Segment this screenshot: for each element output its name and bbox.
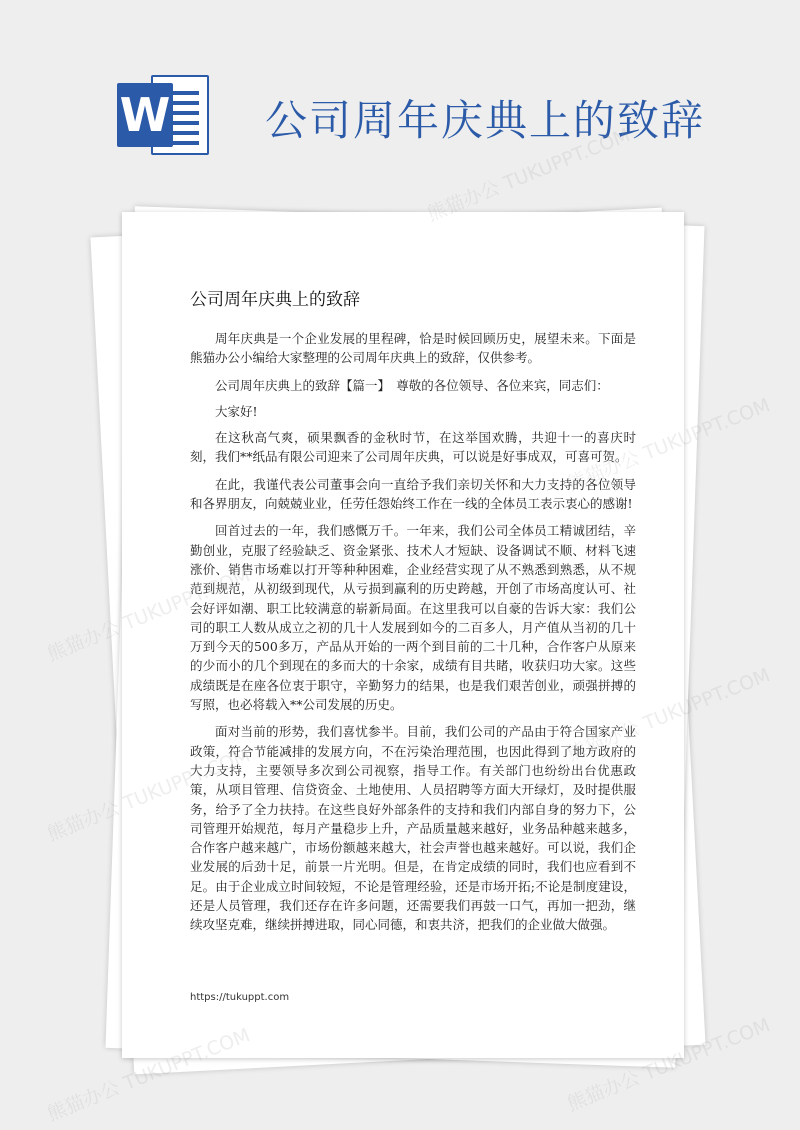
- page-title: 公司周年庆典上的致辞: [265, 96, 706, 145]
- paragraph-thanks: 在此，我谨代表公司董事会向一直给予我们亲切关怀和大力支持的各位领导和各界朋友，向兢兢业业，任劳任怨始终工作在一线的全体员工表示衷心的感谢!: [190, 476, 636, 512]
- watermark: 熊猫办公 TUKUPPT.COM: [424, 124, 634, 226]
- paragraph-salutation: 公司周年庆典上的致辞【篇一】 尊敬的各位领导、各位来宾，同志们：: [215, 377, 609, 393]
- watermark: TUKUPPT.COM: [640, 394, 774, 465]
- paragraph-intro: 周年庆典是一个企业发展的里程碑，恰是时候回顾历史，展望未来。下面是熊猫办公小编给大家整理的公司周年庆典上的致辞，仅供参考。: [190, 331, 636, 366]
- paragraph-review: 回首过去的一年，我们感慨万千。一年来，我们公司全体员工精诚团结，辛勤创业，克服了经验缺乏、资金紧张、技术人才短缺、设备调试不顺、材料飞速涨价、销售市场难以打开等种种困难，企业经营实现了从不熟悉到熟悉，从不规范到规范，从初级到现代，从亏损到赢利的历史跨越，开创了市场高度认可、社会好评如潮、职工比较满意的崭新局面。在这里我可以自豪的告诉大家：我们公司的职工人数从成立之初的几十人发展到如今的二百多人，月产值从当初的几十万到今天的500多万，产品从开始的一两个到目前的二十几种，合作客户从原来的少而小的几个到现在的多而大的十余家，成绩有目共睹，收获归功大家。这些成绩既是在座各位衷于职守，辛勤努力的结果，也是我们艰苦创业，顽强拼搏的写照，也必将载入**公司发展的历史。: [190, 523, 636, 713]
- watermark: 熊猫办公 TUKUPPT.COM: [44, 1024, 254, 1126]
- paragraph-outlook: 面对当前的形势，我们喜忧参半。目前，我们公司的产品由于符合国家产业政策，符合节能减排的发展方向，不在污染治理范围，也因此得到了地方政府的大力支持，主要领导多次到公司视察，指导工作。有关部门也纷纷出台优惠政策，从项目管理、信贷资金、土地使用、人员招聘等方面大开绿灯，及时提供服务，给予了全力扶持。在这些良好外部条件的支持和我们内部自身的努力下，公司管理开始规范，每月产量稳步上升，产品质量越来越好，业务品种越来越多，合作客户越来越广，市场份额越来越大，社会声誉也越来越好。可以说，我们企业发展的后劲十足，前景一片光明。但是，在肯定成绩的同时，我们也应看到不足。由于企业成立时间较短，不论是管理经验，还是市场开拓;不论是制度建设，还是人员管理，我们还存在许多问题，还需要我们再鼓一口气，再加一把劲，继续攻坚克难，继续拼搏进取，同心同德，和衷共济，把我们的企业做大做强。: [190, 724, 636, 933]
- word-letter-badge: W: [117, 83, 173, 147]
- paragraph-greeting: 大家好!: [215, 403, 258, 419]
- watermark: TUKUPPT.COM: [640, 664, 774, 735]
- word-document-icon: [117, 75, 213, 155]
- page-header: [0, 0, 800, 200]
- paragraph-season: 在这秋高气爽，硕果飘香的金秋时节，在这举国欢腾，共迎十一的喜庆时刻，我们**纸品有限公司迎来了公司周年庆典，可以说是好事成双，可喜可贺。: [190, 430, 636, 465]
- document-body: [190, 329, 636, 943]
- watermark: 熊猫办公: [44, 616, 124, 666]
- document-title: 公司周年庆典上的致辞: [190, 290, 360, 310]
- watermark: 熊猫办公 TUKUPPT.COM: [564, 1014, 774, 1116]
- watermark: 熊猫办公: [44, 796, 124, 846]
- footer-link[interactable]: https://tukuppt.com: [190, 992, 290, 1003]
